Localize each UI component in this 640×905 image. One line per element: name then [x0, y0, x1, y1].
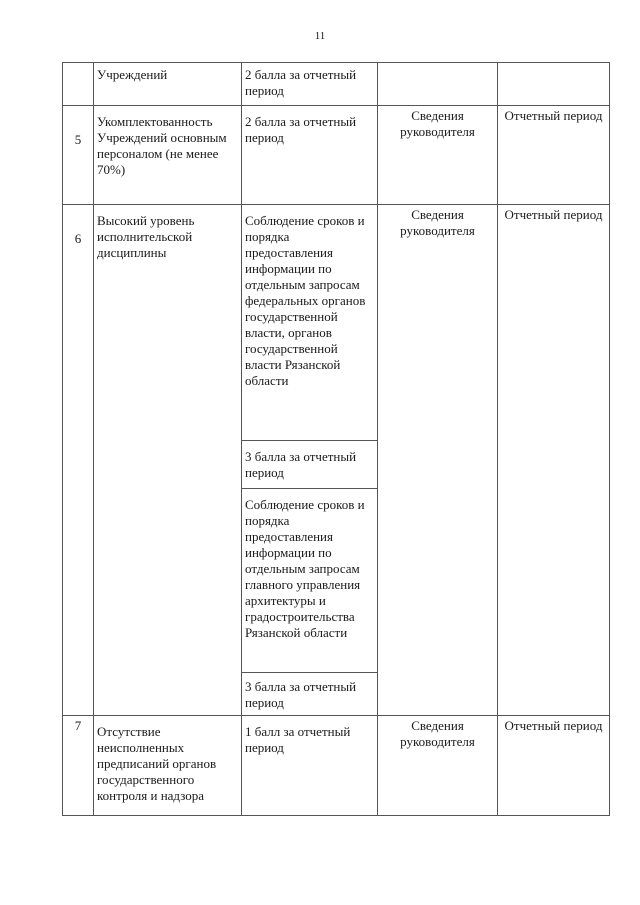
- table-row: [63, 63, 610, 106]
- page-number: 11: [314, 30, 326, 42]
- source-cell: [378, 63, 498, 106]
- score-cell: 1 балл за отчетный период: [242, 716, 378, 816]
- score-cell: Соблюдение сроков и порядка предоставления информации по отдельным запросам федеральных органов государственной власти, органов государственной власти Рязанской области: [242, 205, 378, 441]
- table-row: [63, 716, 610, 816]
- source-cell: Сведения руководителя: [378, 205, 498, 716]
- period-cell: Отчетный период: [498, 106, 610, 205]
- criterion-cell: Учреждений: [94, 63, 242, 106]
- period-cell: Отчетный период: [498, 716, 610, 816]
- score-cell: 3 балла за отчетный период: [242, 441, 378, 489]
- table-row: [63, 205, 610, 441]
- period-cell: Отчетный период: [498, 205, 610, 716]
- source-cell: Сведения руководителя: [378, 106, 498, 205]
- score-cell: 2 балла за отчетный период: [242, 106, 378, 205]
- score-cell: 3 балла за отчетный период: [242, 673, 378, 716]
- row-number: 7: [63, 716, 94, 816]
- score-cell: 2 балла за отчетный период: [242, 63, 378, 106]
- period-cell: [498, 63, 610, 106]
- criterion-cell: Отсутствие неисполненных предписаний органов государственного контроля и надзора: [94, 716, 242, 816]
- table-row: [63, 106, 610, 205]
- criterion-cell: Высокий уровень исполнительской дисциплины: [94, 205, 242, 716]
- criterion-cell: Укомплектованность Учреждений основным персоналом (не менее 70%): [94, 106, 242, 205]
- row-number: 5: [63, 106, 94, 205]
- criteria-table: [62, 62, 610, 816]
- row-number: [63, 63, 94, 106]
- row-number: 6: [63, 205, 94, 716]
- source-cell: Сведения руководителя: [378, 716, 498, 816]
- score-cell: Соблюдение сроков и порядка предоставления информации по отдельным запросам главного управления архитектуры и градостроительства Рязанской области: [242, 489, 378, 673]
